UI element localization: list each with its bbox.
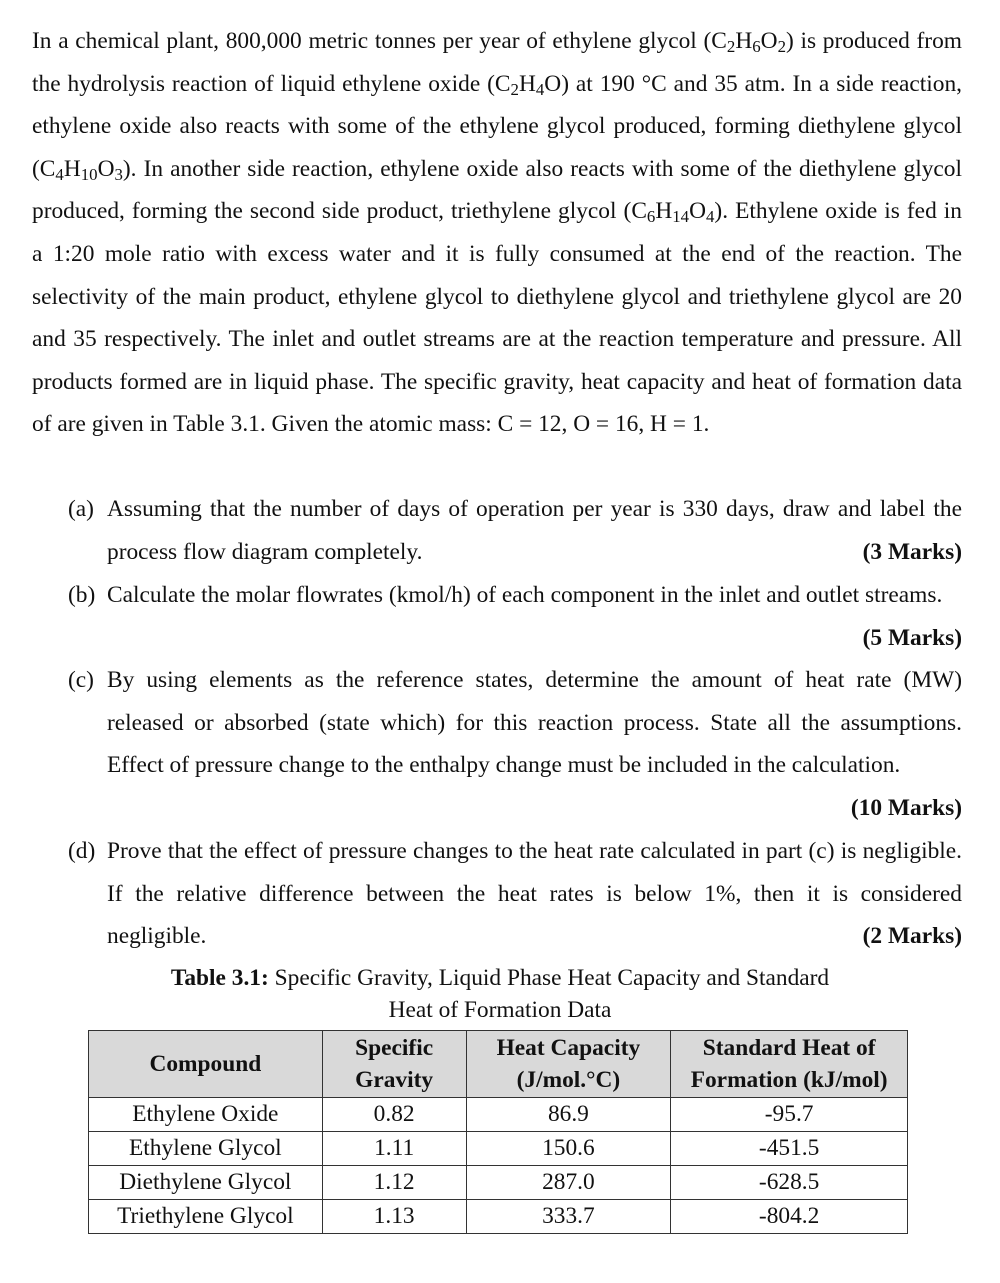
question-c (68, 659, 962, 829)
table-header-row (89, 1031, 908, 1098)
question-label: (c) (68, 667, 94, 693)
formula-diethylene-glycol: $C_4H_{10}O_3$ (39, 155, 123, 184)
cell-heat-capacity: 86.9 (466, 1098, 671, 1132)
marks: (3 Marks) (862, 538, 962, 565)
cell-specific-gravity: 1.13 (322, 1200, 466, 1234)
question-text: By using elements as the reference states, determine the amount of heat rate (MW) released or absorbed (state which) for this reaction process. State all the assumptions. Effect of pressure change to the enthalpy change must be included in the calculation. (107, 667, 962, 779)
cell-heat-of-formation: -95.7 (671, 1098, 908, 1132)
cell-specific-gravity: 0.82 (322, 1098, 466, 1132)
table-row (89, 1098, 908, 1132)
formula-triethylene-glycol: $C_6H_{14}O_4$ (631, 198, 715, 227)
table-caption: Table 3.1: Specific Gravity, Liquid Phase Heat Capacity and Standard Heat of Formation Data (170, 965, 830, 1023)
question-text: Prove that the effect of pressure changes to the heat rate calculated in part (c) is negligible. If the relative difference between the heat rates is below 1%, then it is considered negligible. (107, 838, 962, 950)
cell-compound: Diethylene Glycol (89, 1166, 323, 1200)
table-row (89, 1200, 908, 1234)
header-compound: Compound (89, 1031, 323, 1098)
marks: (2 Marks) (862, 923, 962, 950)
question-b (68, 574, 962, 659)
question-label: (b) (68, 582, 96, 608)
cell-heat-capacity: 150.6 (466, 1132, 671, 1166)
cell-compound: Triethylene Glycol (89, 1200, 323, 1234)
header-heat-of-formation: Standard Heat of Formation (kJ/mol) (671, 1031, 908, 1098)
marks: (10 Marks) (850, 794, 962, 821)
header-heat-capacity: Heat Capacity (J/mol.°C) (466, 1031, 671, 1098)
question-text: Calculate the molar flowrates (kmol/h) of each component in the inlet and outlet streams. (107, 582, 943, 608)
cell-specific-gravity: 1.12 (322, 1166, 466, 1200)
header-specific-gravity: Specific Gravity (322, 1031, 466, 1098)
formula-ethylene-oxide: $C_2H_4O$ (494, 70, 562, 99)
marks: (5 Marks) (862, 624, 962, 651)
formula-ethylene-glycol: $C_2H_6O_2$ (711, 28, 786, 57)
table-row (89, 1132, 908, 1166)
cell-heat-capacity: 333.7 (466, 1200, 671, 1234)
question-label: (a) (68, 496, 94, 522)
cell-compound: Ethylene Glycol (89, 1132, 323, 1166)
data-table (88, 1030, 908, 1234)
problem-statement: In a chemical plant, 800,000 metric tonnes per year of ethylene glycol $(C_2H_6O_2)$ is produced from the hydrolysis reaction of liquid ethylene oxide $(C_2H_4O)$ at 190 °C and 35 atm. In a side reaction, ethylene oxide also reacts with some of the ethylene glycol produced, forming diethylene glycol $(C_4H_{10}O_3)$. In another side reaction, ethylene oxide also reacts with some of the diethylene glycol produced, forming the second side product, triethylene glycol $(C_6H_{14}O_4)$. Ethylene oxide is fed in a 1:20 mole ratio with excess water and it is fully consumed at the end of the reaction. The selectivity of the main product, ethylene glycol to diethylene glycol and triethylene glycol are 20 and 35 respectively. The inlet and outlet streams are at the reaction temperature and pressure. All products formed are in liquid phase. The specific gravity, heat capacity and heat of formation data of are given in Table 3.1. Given the atomic mass: C = 12, O = 16, H = 1. (32, 28, 962, 438)
question-text: Assuming that the number of days of operation per year is 330 days, draw and label the process flow diagram completely. (107, 496, 962, 565)
table-row (89, 1166, 908, 1200)
cell-heat-of-formation: -451.5 (671, 1132, 908, 1166)
cell-heat-capacity: 287.0 (466, 1166, 671, 1200)
question-label: (d) (68, 838, 96, 864)
cell-heat-of-formation: -804.2 (671, 1200, 908, 1234)
question-a (68, 488, 962, 573)
cell-heat-of-formation: -628.5 (671, 1166, 908, 1200)
cell-specific-gravity: 1.11 (322, 1132, 466, 1166)
question-d (68, 830, 962, 958)
cell-compound: Ethylene Oxide (89, 1098, 323, 1132)
